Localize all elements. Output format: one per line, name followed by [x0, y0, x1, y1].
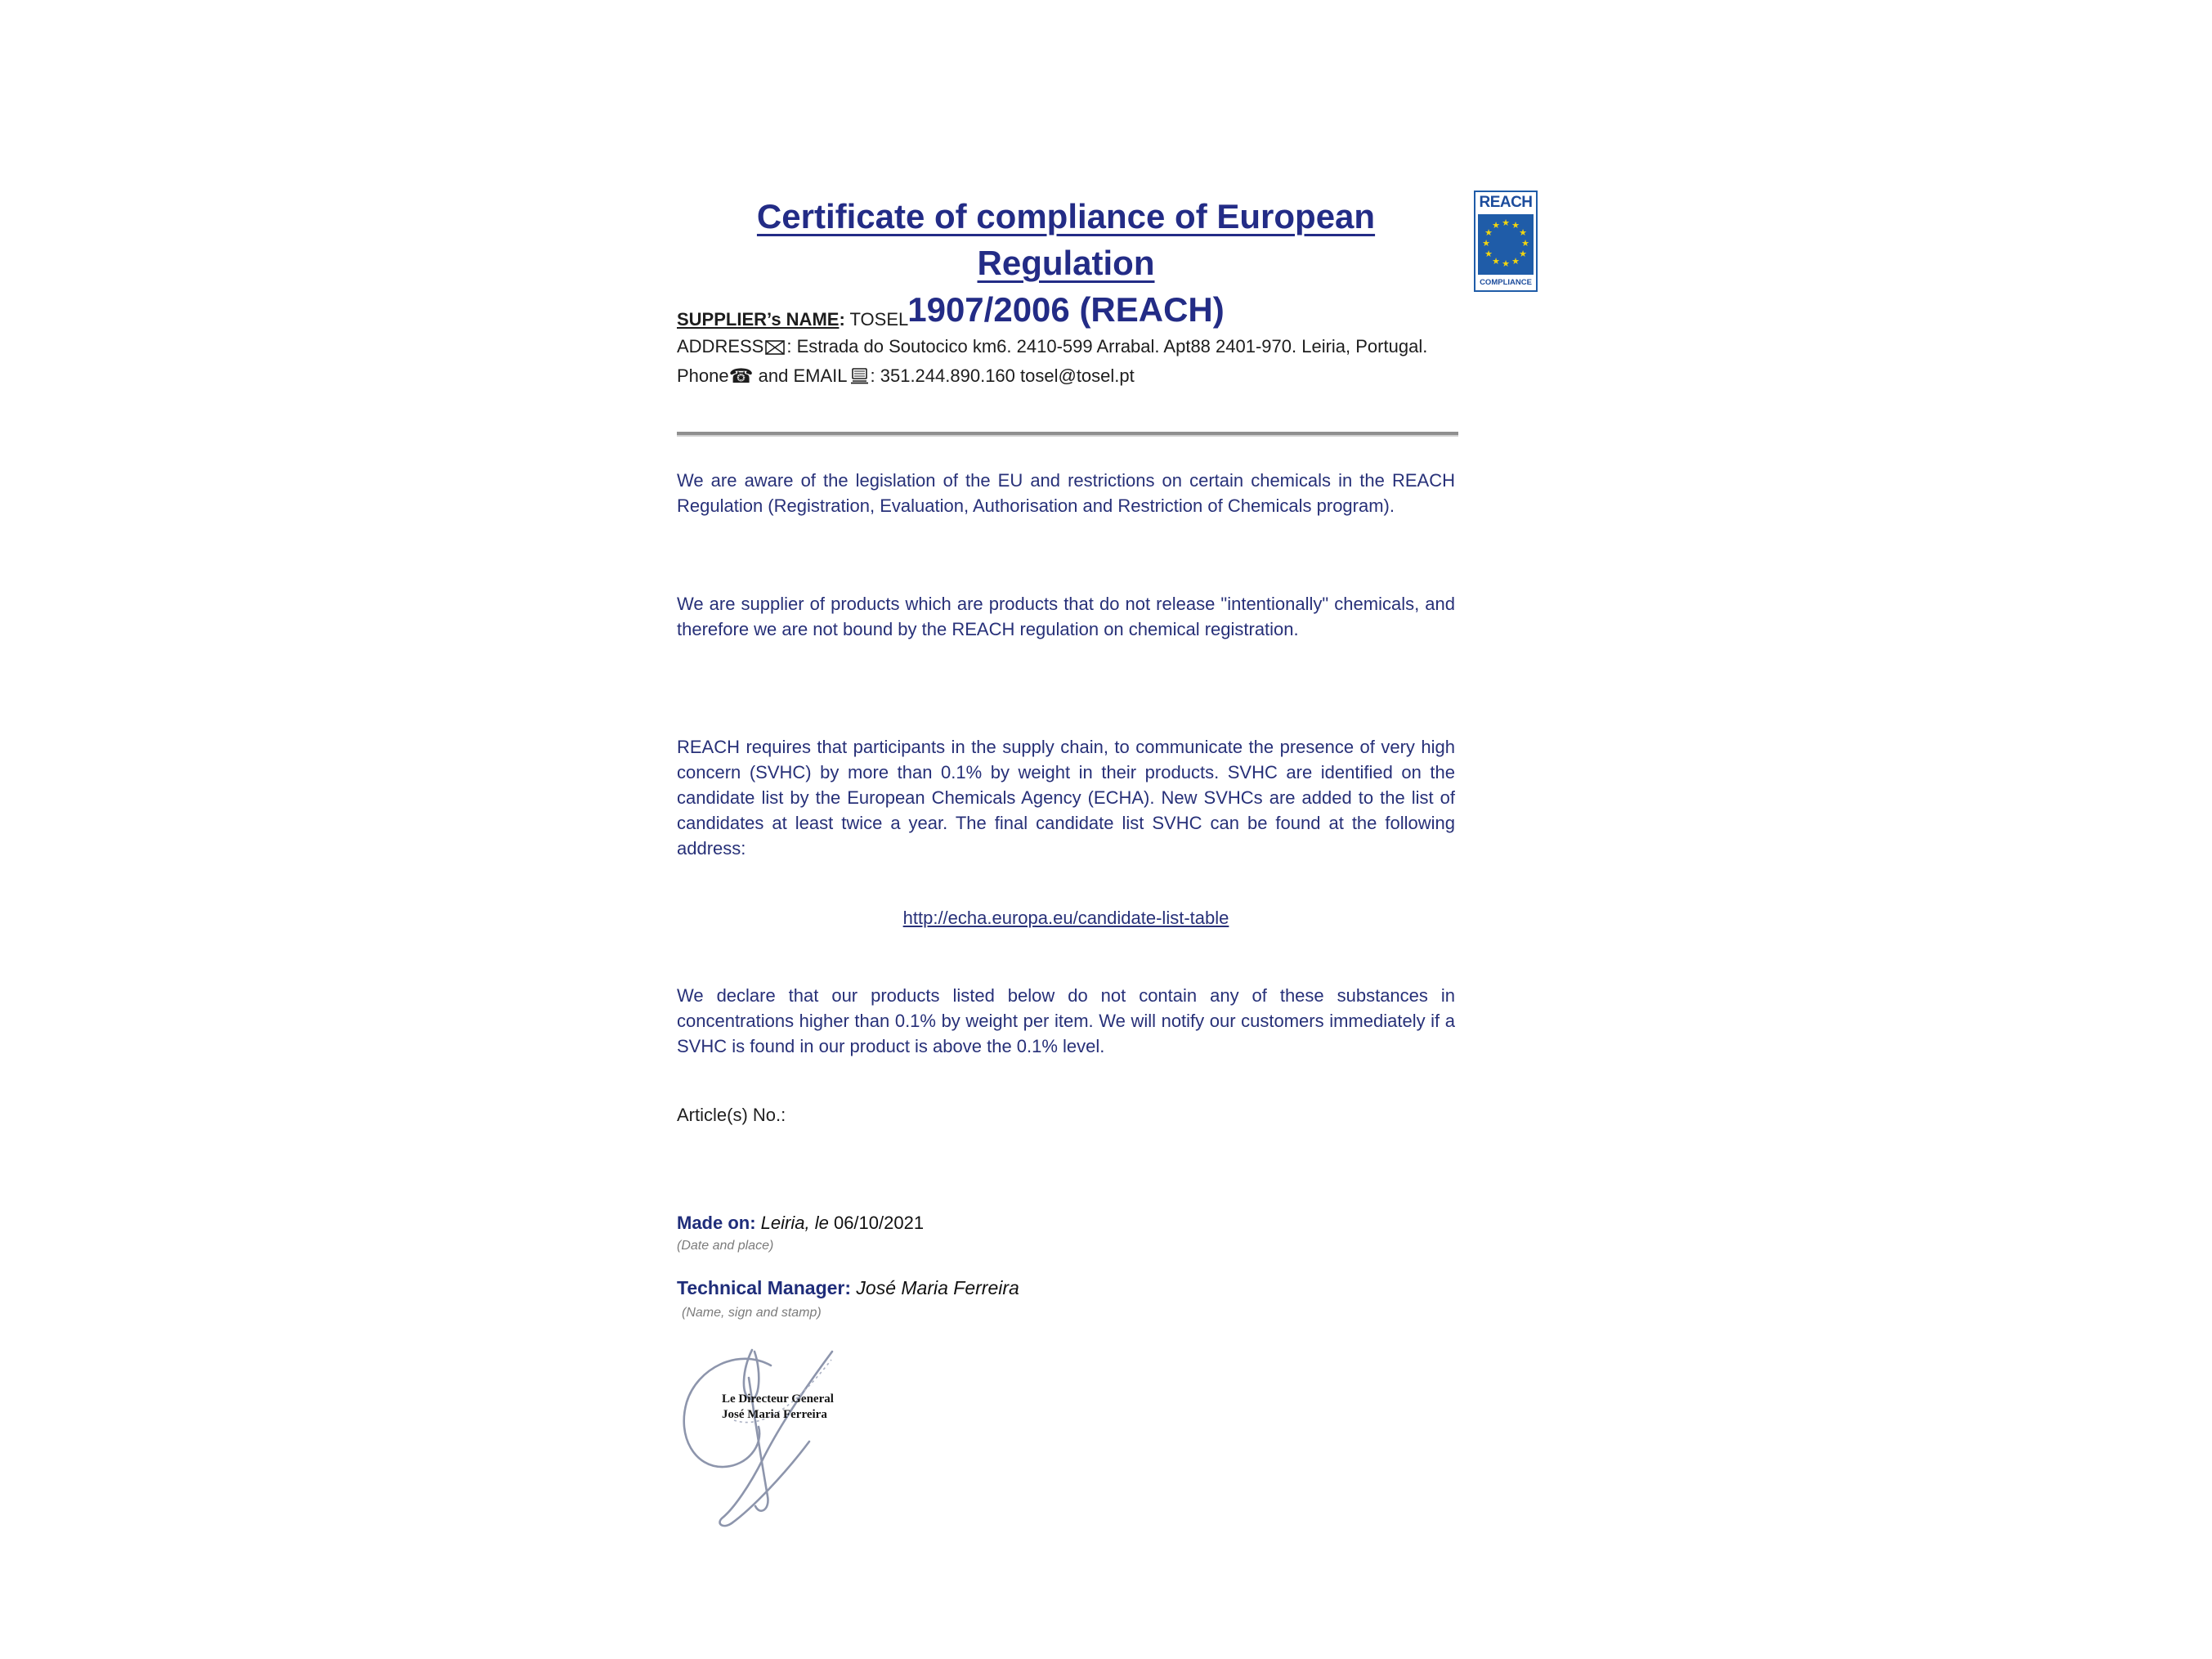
computer-icon: [849, 365, 869, 392]
svg-text:★: ★: [1502, 258, 1510, 269]
phone-label: Phone: [677, 365, 729, 386]
paragraph-legislation: We are aware of the legislation of the EU and restrictions on certain chemicals in the REACH Regulation (Registration, Evaluation, Authorisation and Restriction of Chemicals program).: [677, 470, 1455, 516]
page-title-line1: Certificate of compliance of European Regulation: [756, 197, 1376, 282]
name-sign-stamp-caption: (Name, sign and stamp): [682, 1306, 822, 1320]
svg-text:★: ★: [1521, 238, 1529, 249]
address-colon: :: [786, 336, 792, 356]
email-label: EMAIL: [793, 365, 848, 386]
technical-manager-line: [677, 1277, 1019, 1299]
svg-text:★: ★: [1492, 220, 1500, 231]
phone-icon: ☎: [728, 365, 754, 388]
article-number-label: Article(s) No.:: [677, 1105, 786, 1125]
paragraph-supplier-statement: We are supplier of products which are products that do not release "intentionally" chemicals, and therefore we are not bound by the REACH regulation on chemical registration.: [677, 594, 1455, 639]
svg-text:★: ★: [1502, 217, 1510, 228]
supplier-address-line: [677, 333, 1455, 362]
made-on-line: [677, 1213, 924, 1234]
envelope-icon: [765, 335, 785, 362]
svg-text:★: ★: [1484, 249, 1493, 259]
horizontal-divider: [677, 432, 1458, 437]
stamp-text: [722, 1392, 885, 1423]
svg-text:★: ★: [1519, 249, 1527, 259]
page-title-line2: 1907/2006 (REACH): [907, 290, 1225, 329]
candidate-list-link[interactable]: http://echa.europa.eu/candidate-list-table: [902, 908, 1229, 928]
svg-text:★: ★: [1511, 256, 1520, 267]
paragraph-declaration: We declare that our products listed below do not contain any of these substances in concentrations higher than 0.1% by weight per item. We will notify our customers immediately if a SVHC is found in our product is above the 0.1% level.: [677, 985, 1455, 1056]
address-label: ADDRESS: [677, 336, 764, 356]
and-word: and: [753, 365, 794, 386]
made-on-place: Leiria, le: [760, 1213, 834, 1233]
supplier-info: [677, 306, 1455, 392]
svg-text:★: ★: [1519, 227, 1527, 238]
technical-manager-label: Technical Manager:: [677, 1277, 857, 1298]
date-place-caption: (Date and place): [677, 1239, 774, 1253]
address-value: Estrada do Soutocico km6. 2410-599 Arrabal. Apt88 2401-970. Leiria, Portugal.: [791, 336, 1428, 356]
signature-flourish-icon: [677, 1345, 857, 1558]
supplier-name-colon: :: [839, 309, 845, 330]
stamp-line1: Le Directeur General: [722, 1392, 834, 1406]
supplier-contact-line: [677, 362, 1455, 392]
made-on-date: 06/10/2021: [833, 1213, 925, 1233]
supplier-name-line: [677, 306, 1455, 333]
contact-colon: :: [870, 365, 875, 386]
svg-text:★: ★: [1482, 238, 1490, 249]
supplier-name-label: SUPPLIER’s NAME: [677, 309, 840, 330]
supplier-name-value: TOSEL: [844, 309, 909, 330]
eu-stars-icon: [1478, 214, 1534, 275]
svg-text:★: ★: [1484, 227, 1493, 238]
signature-block: [677, 1345, 857, 1558]
paragraph-svhc-requirement: REACH requires that participants in the supply chain, to communicate the presence of very high concern (SVHC) by more than 0.1% by weight in their products. SVHC are identified on the candidate list by the European Chemicals Agency (ECHA). New SVHCs are added to the list of candidates at least twice a year. The final candidate list SVHC can be found at the following address:: [677, 737, 1455, 859]
svg-text:★: ★: [1511, 220, 1520, 231]
made-on-label: Made on:: [677, 1213, 761, 1233]
phone-email-value: 351.244.890.160 tosel@tosel.pt: [875, 365, 1135, 386]
technical-manager-name: José Maria Ferreira: [856, 1277, 1019, 1298]
reach-logo-top-text: REACH: [1479, 194, 1533, 211]
reach-compliance-logo: [1474, 191, 1538, 292]
candidate-list-link-line: [677, 908, 1455, 929]
reach-logo-bottom-text: COMPLIANCE: [1480, 278, 1532, 287]
stamp-line2: José Maria Ferreira: [722, 1408, 827, 1421]
svg-text:★: ★: [1492, 256, 1500, 267]
